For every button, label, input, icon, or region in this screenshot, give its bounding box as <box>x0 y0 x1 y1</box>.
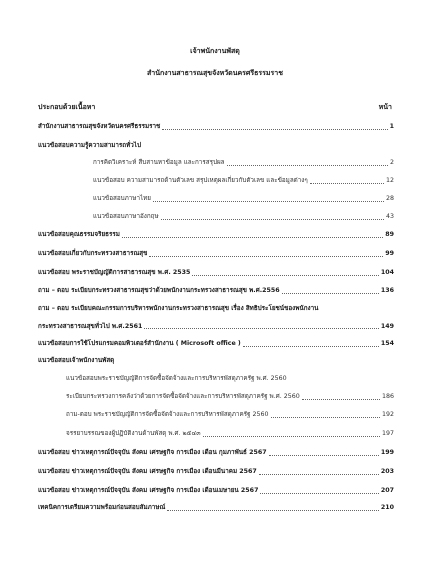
toc-entry <box>38 356 394 366</box>
toc-header <box>38 102 392 113</box>
dot-leader <box>310 183 384 184</box>
dot-leader <box>153 201 384 202</box>
toc-entry-title: แนวข้อสอบคุณธรรมจริยธรรม <box>38 231 120 238</box>
toc-page-number: 2 <box>389 159 394 166</box>
toc-row <box>38 230 394 240</box>
toc-entry-title: แนวข้อสอบเกี่ยวกับกระทรวงสาธารณสุข <box>38 250 148 257</box>
toc-entry-title: ถาม-ตอบ พระราชบัญญัติการจัดซื้อจัดจ้างและการบริหารพัสดุภาครัฐ 2560 <box>66 411 269 418</box>
toc-row <box>38 141 394 151</box>
toc-row <box>93 176 394 186</box>
line-spacer <box>38 314 394 322</box>
toc-entry <box>38 141 394 151</box>
document-title: เจ้าพนักงานพัสดุ <box>190 47 240 55</box>
toc-entry-title: แนวข้อสอบเจ้าพนักงานพัสดุ <box>38 357 115 364</box>
toc-row <box>38 268 394 278</box>
toc-entry-title: แนวข้อสอบการใช้โปรแกรมคอมพิวเตอร์สำนักงาน ( Microsoft office ) <box>38 340 241 347</box>
dot-leader <box>269 455 379 456</box>
toc-page-number: 154 <box>380 340 394 347</box>
toc-page-number: 104 <box>380 269 394 276</box>
toc-row <box>38 249 394 259</box>
toc-row <box>38 503 394 513</box>
toc-page-number: 28 <box>385 195 394 202</box>
dot-leader <box>282 293 379 294</box>
toc-entry <box>66 429 394 439</box>
toc-entry <box>93 176 394 186</box>
dot-leader <box>203 436 380 437</box>
toc-row <box>66 374 394 384</box>
toc-row <box>38 448 394 458</box>
toc-row <box>66 429 394 439</box>
toc-entry <box>38 339 394 349</box>
toc-page-number: 207 <box>380 487 394 494</box>
toc-entry <box>93 194 394 204</box>
toc-entry <box>38 268 394 278</box>
toc-row <box>93 212 394 222</box>
dot-leader <box>259 474 379 475</box>
toc-row <box>66 392 394 402</box>
toc-entry <box>93 212 394 222</box>
dot-leader <box>149 256 383 257</box>
toc-entry-title: จรรยาบรรณของผู้ปฏิบัติงานด้านพัสดุ พ.ศ. ๒๕๔๓ <box>66 430 201 437</box>
toc-entry <box>66 392 394 402</box>
toc-page-number: 89 <box>385 231 394 238</box>
toc-entry-title: แนวข้อสอบภาษาอังกฤษ <box>93 213 159 220</box>
toc-row <box>66 410 394 420</box>
toc-header-page: หน้า <box>378 103 392 111</box>
toc-page-number: 136 <box>380 287 394 294</box>
dot-leader <box>227 165 388 166</box>
toc-page-number: 43 <box>385 213 394 220</box>
toc-entry <box>66 374 394 384</box>
toc-row <box>93 158 394 168</box>
toc-entry-title: เทคนิคการเตรียมความพร้อมก่อนสอบสัมภาษณ์ <box>38 504 166 511</box>
toc-row <box>38 356 394 366</box>
toc-entry-title: แนวข้อสอบ ข่าวเหตุการณ์ปัจจุบัน สังคม เศรษฐกิจ การเมือง เดือนเมษายน 2567 <box>38 487 259 494</box>
dot-leader <box>271 417 380 418</box>
toc-page-number: 203 <box>380 468 394 475</box>
dot-leader <box>161 219 384 220</box>
toc-entry <box>38 249 394 259</box>
toc-row <box>38 339 394 349</box>
toc-entry <box>38 122 394 132</box>
toc-entry-title: แนวข้อสอบ ข่าวเหตุการณ์ปัจจุบัน สังคม เศรษฐกิจ การเมือง เดือนมีนาคม 2567 <box>38 468 257 475</box>
toc-header-contents: ประกอบด้วยเนื้อหา <box>38 103 96 111</box>
toc-entry-title: แนวข้อสอบ พระราชบัญญัติการสาธารณสุข พ.ศ. 2535 <box>38 269 191 276</box>
toc-row <box>38 122 394 132</box>
toc-entry-title: แนวข้อสอบ ข่าวเหตุการณ์ปัจจุบัน สังคม เศรษฐกิจ การเมือง เดือน กุมภาพันธ์ 2567 <box>38 449 267 456</box>
toc-row <box>38 286 394 296</box>
toc-entry-title: ระเบียบกระทรวงการคลังว่าด้วยการจัดซื้อจัดจ้างและการบริหารพัสดุภาครัฐ พ.ศ. 2560 <box>66 393 300 400</box>
dot-leader <box>167 510 379 511</box>
toc-entry-title: แนวข้อสอบ ความสามารถด้านตัวเลข สรุปเหตุผลเกี่ยวกับตัวเลข และข้อมูลต่างๆ <box>93 177 308 184</box>
toc-entry-title: ถาม – ตอบ ระเบียบกระทรวงสาธารณสุขว่าด้วยพนักงานกระทรวงสาธารณสุข พ.ศ.2556 <box>38 287 280 294</box>
toc-page-number: 1 <box>389 123 394 130</box>
dot-leader <box>162 129 387 130</box>
toc-page-number: 192 <box>381 411 394 418</box>
toc-page-number: 12 <box>385 177 394 184</box>
toc-page-number: 210 <box>380 504 394 511</box>
toc-row <box>38 322 394 332</box>
toc-row <box>38 467 394 477</box>
toc-page-number: 197 <box>381 430 394 437</box>
dot-leader <box>144 328 378 329</box>
dot-leader <box>192 275 378 276</box>
toc-entry-title: แนวข้อสอบความรู้ความสามารถทั่วไป <box>38 142 141 149</box>
toc-page-number: 199 <box>380 449 394 456</box>
toc-entry-title: การคิดวิเคราะห์ สืบสานหาข้อมูล และการสรุปผล <box>93 159 225 166</box>
toc-entry-title-continued: กระทรวงสาธารณสุขทั่วไป พ.ศ.2561 <box>38 322 143 330</box>
toc-entry <box>38 503 394 513</box>
toc-entry <box>38 467 394 477</box>
toc-entry <box>38 486 394 496</box>
toc-entry <box>38 286 394 296</box>
toc-entry <box>38 448 394 458</box>
dot-leader <box>302 399 380 400</box>
toc-row <box>38 486 394 496</box>
toc-entry <box>66 410 394 420</box>
dot-leader <box>122 237 383 238</box>
toc-entry-title: สำนักงานสาธารณสุขจังหวัดนครศรีธรรมราช <box>38 123 161 130</box>
toc-entry-title: แนวข้อสอบภาษาไทย <box>93 195 151 202</box>
toc-entry-title: แนวข้อสอบพระราชบัญญัติการจัดซื้อจัดจ้างและการบริหารพัสดุภาครัฐ พ.ศ. 2560 <box>66 375 287 382</box>
toc-entry-title: ถาม – ตอบ ระเบียบคณะกรรมการบริหารพนักงานกระทรวงสาธารณสุข เรื่อง สิทธิประโยชน์ของพนักงาน <box>38 305 319 312</box>
dot-leader <box>260 493 378 494</box>
toc-row <box>93 194 394 204</box>
toc-entry <box>38 304 394 331</box>
dot-leader <box>243 346 379 347</box>
toc-page-number: 149 <box>380 322 394 330</box>
toc-entry <box>38 230 394 240</box>
toc-page-number: 99 <box>385 250 394 257</box>
document-subtitle: สำนักงานสาธารณสุขจังหวัดนครศรีธรรมราช <box>147 69 283 77</box>
toc-page-number: 186 <box>381 393 394 400</box>
toc-entry <box>93 158 394 168</box>
